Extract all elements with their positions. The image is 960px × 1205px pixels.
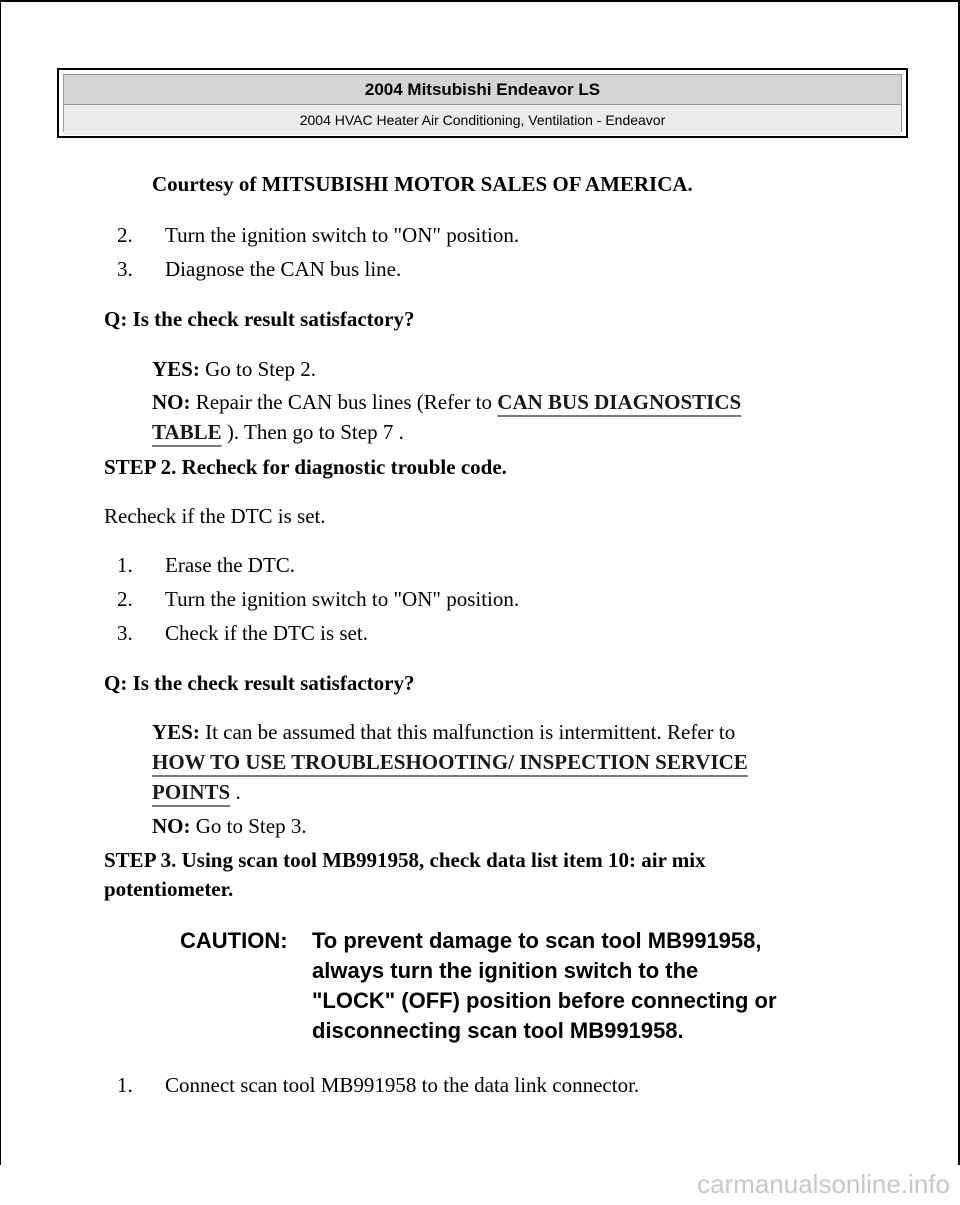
- step-heading: STEP 3. Using scan tool MB991958, check data list item 10: air mix: [104, 848, 706, 872]
- header-inner: [63, 74, 902, 132]
- document-header: [57, 68, 908, 138]
- yes-label: YES:: [152, 357, 200, 381]
- question-heading: Q: Is the check result satisfactory?: [104, 307, 415, 331]
- yes-answer: [152, 356, 316, 382]
- header-subtitle: 2004 HVAC Heater Air Conditioning, Ventilation - Endeavor: [64, 105, 901, 135]
- list-item-text: Connect scan tool MB991958 to the data link connector.: [165, 1073, 640, 1097]
- yes-text: Go to Step 2.: [205, 357, 316, 381]
- list-item-number: 1.: [117, 553, 133, 577]
- list-item-text: Turn the ignition switch to "ON" position.: [165, 223, 520, 247]
- page-top-border: [0, 0, 960, 2]
- caution-label: CAUTION:: [180, 928, 288, 953]
- caution-text-line: "LOCK" (OFF) position before connecting or: [312, 988, 777, 1013]
- list-item-number: 2.: [117, 587, 133, 611]
- can-bus-diagnostics-link-continued[interactable]: TABLE: [152, 420, 222, 444]
- paragraph: Recheck if the DTC is set.: [104, 504, 326, 528]
- list-item: [117, 552, 295, 578]
- yes-text-after: .: [235, 780, 241, 804]
- no-label: NO:: [152, 390, 191, 414]
- step-heading: STEP 2. Recheck for diagnostic trouble code.: [104, 455, 507, 479]
- caution-text-line: To prevent damage to scan tool MB991958,: [312, 928, 762, 953]
- no-text: Go to Step 3.: [195, 814, 307, 838]
- list-item: [117, 1072, 639, 1098]
- no-answer: [152, 389, 741, 415]
- list-item-number: 3.: [117, 621, 133, 645]
- yes-link-line-continued: [152, 779, 241, 805]
- list-item: [117, 586, 519, 612]
- list-item-text: Check if the DTC is set.: [165, 621, 368, 645]
- list-item-number: 3.: [117, 257, 133, 281]
- yes-text: It can be assumed that this malfunction is intermittent. Refer to: [205, 720, 736, 744]
- watermark: carmanualsonline.info: [697, 1169, 950, 1199]
- caution-text-line: disconnecting scan tool MB991958.: [312, 1018, 684, 1043]
- list-item: [117, 620, 368, 646]
- yes-answer: [152, 719, 735, 745]
- troubleshooting-inspection-link-continued[interactable]: POINTS: [152, 780, 231, 804]
- troubleshooting-inspection-link[interactable]: HOW TO USE TROUBLESHOOTING/ INSPECTION SERVICE: [152, 750, 748, 774]
- list-item: [117, 256, 401, 282]
- courtesy-caption: Courtesy of MITSUBISHI MOTOR SALES OF AMERICA.: [152, 172, 693, 196]
- list-item-number: 2.: [117, 223, 133, 247]
- no-text: Repair the CAN bus lines (Refer to: [195, 390, 493, 414]
- list-item-text: Erase the DTC.: [165, 553, 296, 577]
- no-label: NO:: [152, 814, 191, 838]
- list-item: [117, 222, 519, 248]
- list-item-text: Turn the ignition switch to "ON" position.: [165, 587, 520, 611]
- yes-link-line: [152, 749, 748, 775]
- no-text-after: ). Then go to Step 7 .: [226, 420, 404, 444]
- caution-text-line: always turn the ignition switch to the: [312, 958, 699, 983]
- list-item-text: Diagnose the CAN bus line.: [165, 257, 402, 281]
- list-item-number: 1.: [117, 1073, 133, 1097]
- header-title: 2004 Mitsubishi Endeavor LS: [64, 75, 901, 105]
- no-answer: [152, 813, 307, 839]
- no-answer-continued: [152, 419, 404, 445]
- step-heading-continued: potentiometer.: [104, 877, 234, 901]
- can-bus-diagnostics-link[interactable]: CAN BUS DIAGNOSTICS: [497, 390, 742, 414]
- question-heading: Q: Is the check result satisfactory?: [104, 671, 415, 695]
- yes-label: YES:: [152, 720, 200, 744]
